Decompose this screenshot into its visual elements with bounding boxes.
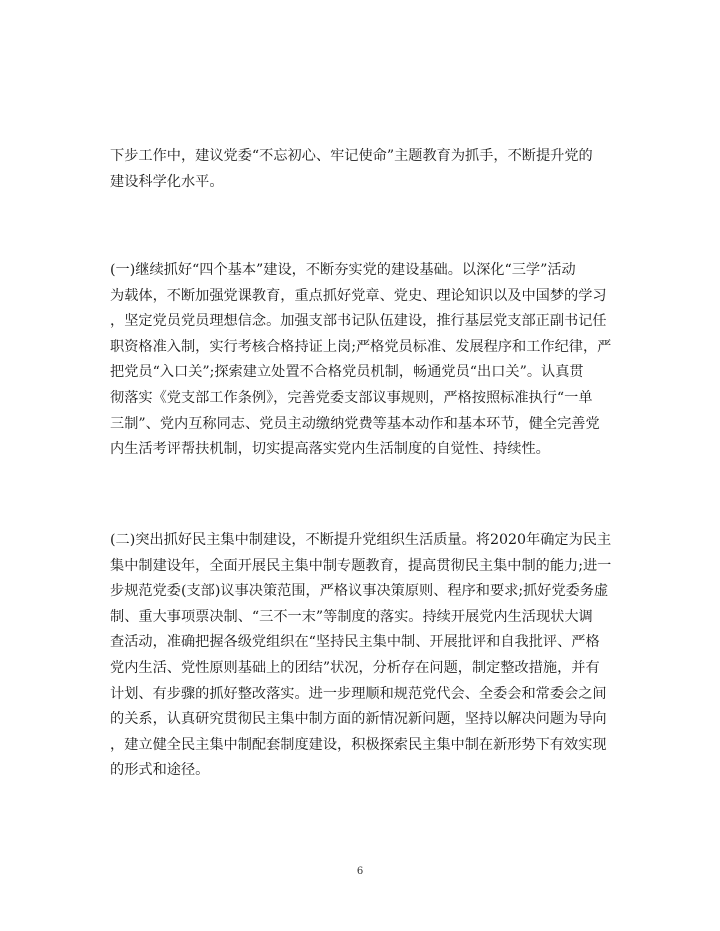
text-line: (一)继续抓好“四个基本”建设，不断夯实党的建设基础。以深化“三学”活动 — [110, 262, 576, 278]
text-line: ，建立健全民主集中制配套制度建设，积极探索民主集中制在新形势下有效实现 — [110, 736, 607, 753]
text-line: 集中制建设年，全面开展民主集中制专题教育，提高贯彻民主集中制的能力;进一 — [110, 557, 612, 574]
text-line: 彻落实《党支部工作条例》，完善党委支部议事规则，严格按照标准执行“一单 — [110, 389, 593, 406]
text-line: ，坚定党员党员理想信念。加强支部书记队伍建设，推行基层党支部正副书记任 — [110, 313, 607, 330]
text-line: 建设科学化水平。 — [110, 173, 224, 190]
paragraph-intro — [110, 144, 615, 195]
text-line: 党内生活、党性原则基础上的团结”状况，分析存在问题，制定整改措施，并有 — [110, 659, 600, 676]
text-line: 下步工作中，建议党委“不忘初心、牢记使命”主题教育为抓手，不断提升党的 — [110, 148, 593, 164]
text-line: 为载体，不断加强党课教育，重点抓好党章、党史、理论知识以及中国梦的学习 — [110, 287, 607, 304]
text-line: 的关系，认真研究贯彻民主集中制方面的新情况新问题，坚持以解决问题为导向 — [110, 711, 607, 728]
text-line: 步规范党委(支部)议事决策范围，严格议事决策原则、程序和要求;抓好党委务虚 — [110, 583, 609, 600]
paragraph-section-two — [110, 528, 615, 784]
paragraph-section-one — [110, 258, 615, 463]
text-line: 计划、有步骤的抓好整改落实。进一步理顺和规范党代会、全委会和常委会之间 — [110, 685, 607, 702]
text-line: 内生活考评帮扶机制，切实提高落实党内生活制度的自觉性、持续性。 — [110, 441, 550, 458]
text-line: 制、重大事项票决制、“三不一末”等制度的落实。持续开展党内生活现状大调 — [110, 608, 593, 625]
text-line: 职资格准入制，实行考核合格持证上岗;严格党员标准、发展程序和工作纪律，严 — [110, 338, 612, 355]
text-line: 查活动，准确把握各级党组织在“坚持民主集中制、开展批评和自我批评、严格 — [110, 634, 600, 651]
text-line: 把党员“入口关”;探索建立处置不合格党员机制，畅通党员“出口关”。认真贯 — [110, 364, 584, 381]
text-line: 三制”、党内互称同志、党员主动缴纳党费等基本动作和基本环节，健全完善党 — [110, 415, 600, 432]
text-line: 的形式和途径。 — [110, 762, 210, 779]
text-line: (二)突出抓好民主集中制建设，不断提升党组织生活质量。将2020年确定为民主 — [110, 532, 612, 548]
page-number: 6 — [356, 866, 364, 877]
